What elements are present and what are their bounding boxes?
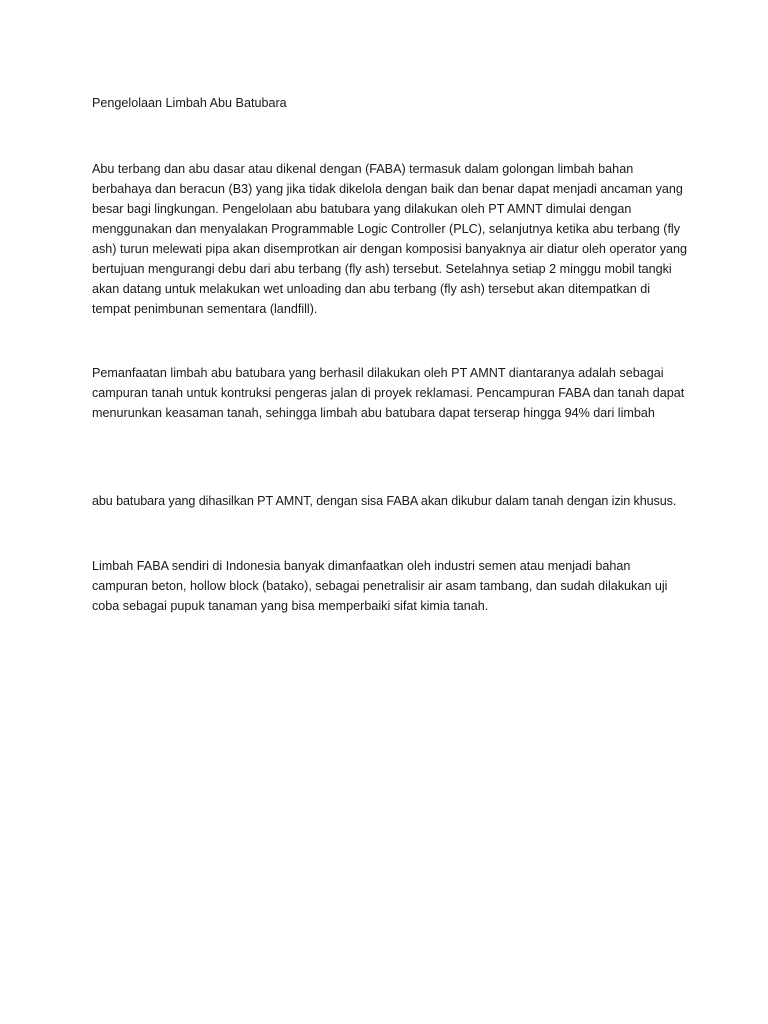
document-title: Pengelolaan Limbah Abu Batubara [92,96,287,110]
paragraph-faba-indonesia: Limbah FABA sendiri di Indonesia banyak dimanfaatkan oleh industri semen atau menjadi bahan campuran beton, hollow block (batako), sebagai penetralisir air asam tambang, dan sudah dilakukan uji coba sebagai pupuk tanaman yang bisa memperbaiki sifat kimia tanah. [92,559,668,613]
paragraph-faba-remainder: abu batubara yang dihasilkan PT AMNT, dengan sisa FABA akan dikubur dalam tanah dengan izin khusus. [92,494,677,508]
paragraph-faba-utilization: Pemanfaatan limbah abu batubara yang berhasil dilakukan oleh PT AMNT diantaranya adalah sebagai campuran tanah untuk kontruksi pengeras jalan di proyek reklamasi. Pencampuran FABA dan tanah dapat menurunkan keasaman tanah, sehingga limbah abu batubara dapat terserap hingga 94% dari limbah [92,366,685,420]
paragraph-faba-management: Abu terbang dan abu dasar atau dikenal dengan (FABA) termasuk dalam golongan limbah bahan berbahaya dan beracun (B3) yang jika tidak dikelola dengan baik dan benar dapat menjadi ancaman yang besar bagi lingkungan. Pengelolaan abu batubara yang dilakukan oleh PT AMNT dimulai dengan menggunakan dan menyalakan Programmable Logic Controller (PLC), selanjutnya ketika abu terbang (fly ash) turun melewati pipa akan disemprotkan air dengan komposisi banyaknya air diatur oleh operator yang bertujuan mengurangi debu dari abu terbang (fly ash) tersebut. Setelahnya setiap 2 minggu mobil tangki akan datang untuk melakukan wet unloading dan abu terbang (fly ash) tersebut akan ditempatkan di tempat penimbunan sementara (landfill). [92,162,688,316]
